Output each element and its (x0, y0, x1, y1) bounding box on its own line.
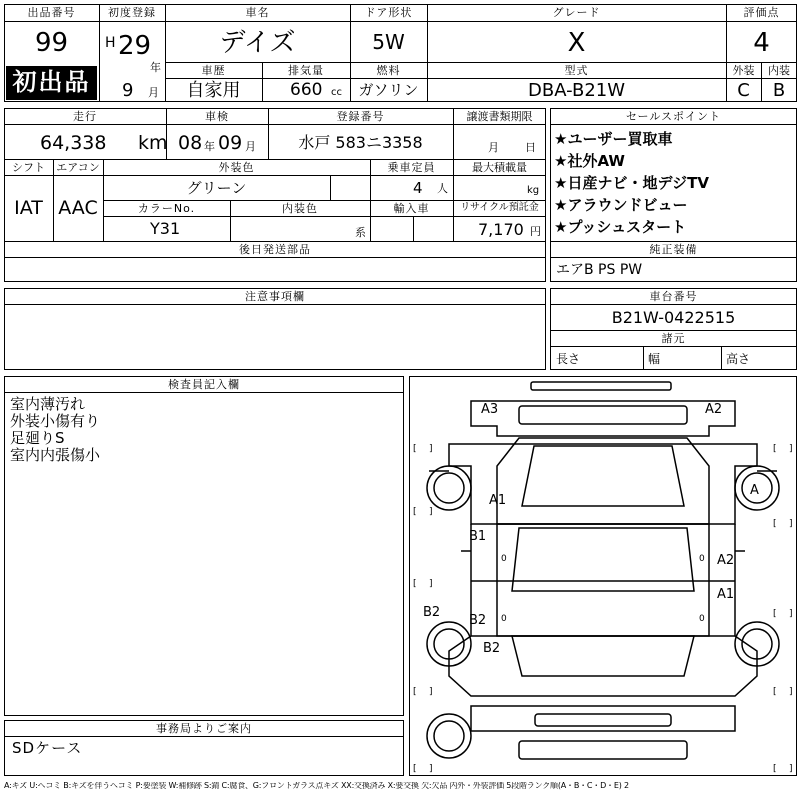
shift-label: シフト (12, 161, 45, 174)
svg-text:0: 0 (699, 554, 705, 564)
fuel: ガソリン (358, 81, 419, 99)
max-load-label: 最大積載量 (472, 161, 527, 174)
mileage-label: 走行 (73, 110, 97, 123)
import-label: 輸入車 (393, 202, 430, 215)
inspector-line: 外装小傷有り (10, 412, 101, 430)
inspector-line: 室内内張傷小 (10, 446, 101, 464)
inspection-year-unit: 年 (204, 140, 215, 153)
color: グリーン (186, 179, 247, 197)
svg-text:]: ] (429, 579, 433, 589)
month: 9 (122, 80, 134, 101)
sales-point-item: ★ユーザー買取車 (554, 130, 673, 148)
shift: IAT (14, 197, 43, 219)
int-color-label: 内装色 (282, 202, 318, 215)
kg-unit: kg (527, 185, 540, 196)
svg-text:[: [ (413, 507, 417, 517)
inspector-title: 検査員記入欄 (168, 378, 240, 391)
svg-text:]: ] (789, 519, 793, 529)
month-unit: 月 (148, 86, 159, 99)
model-code: DBA-B21W (527, 80, 626, 101)
era: H (105, 35, 116, 51)
transfer-label: 譲渡書類期限 (466, 110, 533, 123)
exterior-grade: C (737, 80, 750, 101)
year: 29 (118, 31, 152, 61)
recycle: 7,170 (478, 220, 524, 239)
color-no: Y31 (150, 219, 181, 238)
spec-title: 諸元 (661, 332, 686, 345)
svg-text:]: ] (429, 507, 433, 517)
door-label: ドア形状 (364, 6, 413, 19)
lot-no: 99 (34, 28, 69, 58)
mileage: 64,338 (40, 132, 107, 154)
cc-unit: cc (331, 87, 342, 98)
svg-text:]: ] (789, 687, 793, 697)
model-code-label: 型式 (564, 64, 589, 77)
svg-text:[: [ (773, 764, 777, 774)
svg-text:[: [ (773, 687, 777, 697)
yen-unit: 円 (530, 225, 541, 238)
office-value: SDケース (12, 739, 83, 757)
notes-title: 注意事項欄 (245, 290, 305, 303)
sales-point-item: ★アラウンドビュー (554, 196, 688, 214)
first-reg-label: 初度登録 (108, 6, 156, 19)
damage-label: A1 (489, 493, 507, 508)
later-parts-title: 後日発送部品 (239, 243, 311, 256)
inspection-year: 08 (178, 132, 203, 154)
inspection-label: 車検 (205, 110, 229, 123)
sales-points-title: セールスポイント (625, 110, 721, 123)
damage-label: A2 (717, 553, 735, 568)
sales-point-item: ★社外AW (554, 152, 625, 170)
grade-label: グレード (552, 6, 601, 19)
damage-label: B2 (423, 605, 441, 620)
score: 4 (753, 28, 770, 58)
standard-equipment-title: 純正装備 (649, 243, 698, 256)
svg-text:[: [ (413, 764, 417, 774)
chassis-title: 車台番号 (649, 290, 698, 303)
damage-label: A3 (481, 402, 499, 417)
svg-text:]: ] (429, 764, 433, 774)
svg-text:0: 0 (501, 614, 507, 624)
recycle-label: リサイクル預託金 (460, 202, 539, 213)
history: 自家用 (186, 80, 241, 101)
displacement: 660 (290, 80, 323, 100)
standard-equipment: エアB PS PW (556, 262, 643, 278)
sales-point-item: ★プッシュスタート (554, 218, 687, 236)
svg-text:[: [ (413, 687, 417, 697)
year-unit: 年 (150, 61, 161, 74)
lot-no-label: 出品番号 (27, 6, 76, 19)
interior-label: 内装 (768, 64, 790, 77)
svg-text:0: 0 (501, 554, 507, 564)
length-label: 長さ (556, 352, 581, 366)
transfer-day-unit: 日 (525, 141, 536, 154)
capacity-label: 乗車定員 (387, 161, 436, 174)
car-diagram-svg (409, 376, 797, 776)
svg-text:[: [ (773, 609, 777, 619)
height-label: 高さ (726, 352, 751, 366)
svg-text:]: ] (429, 687, 433, 697)
damage-label: B1 (469, 529, 487, 544)
legend: A:キズ U:ヘコミ B:キズを伴うヘコミ P:要塗装 W:補修跡 S:錆 C:腐食、G:フロントガラス点キズ XX:交換済み X:要交換 欠:欠品 内外・外装評価 5段階ランク順(A・B・C・D・E) 2 (4, 782, 629, 790)
inspector-line: 室内薄汚れ (10, 395, 86, 413)
svg-text:[: [ (413, 444, 417, 454)
office-title: 事務局よりご案内 (156, 722, 252, 735)
score-label: 評価点 (743, 6, 780, 19)
color-label: 外装色 (218, 161, 255, 174)
svg-text:[: [ (773, 519, 777, 529)
width-label: 幅 (648, 352, 661, 366)
svg-text:]: ] (789, 444, 793, 454)
svg-text:[: [ (773, 444, 777, 454)
kei-unit: 系 (355, 226, 366, 239)
km-unit: km (138, 132, 168, 154)
first-listing-text: 初出品 (12, 68, 91, 96)
svg-text:0: 0 (699, 614, 705, 624)
svg-text:]: ] (789, 609, 793, 619)
svg-text:]: ] (429, 444, 433, 454)
chassis-number: B21W-0422515 (611, 308, 736, 327)
capacity: 4 (413, 179, 423, 197)
damage-label: A (750, 483, 759, 498)
inspection-month: 09 (218, 132, 243, 154)
displacement-label: 排気量 (288, 64, 324, 77)
reg-no-label: 登録番号 (336, 110, 385, 123)
car-name: デイズ (219, 28, 296, 58)
svg-text:[: [ (413, 579, 417, 589)
inspector-line: 足廻りS (10, 429, 65, 447)
person-unit: 人 (437, 182, 448, 195)
interior-grade: B (772, 80, 786, 101)
damage-label: A2 (705, 402, 723, 417)
inspection-month-unit: 月 (245, 140, 256, 153)
history-label: 車歴 (201, 64, 226, 77)
damage-label: B2 (483, 641, 501, 656)
reg-no: 水戸 583ニ3358 (298, 133, 423, 152)
door: 5W (372, 30, 405, 54)
grade: X (567, 28, 586, 58)
car-name-label: 車名 (245, 6, 270, 19)
ac-label: エアコン (56, 161, 100, 174)
ac: AAC (58, 197, 98, 219)
fuel-label: 燃料 (376, 64, 401, 77)
color-no-label: カラーNo. (137, 202, 196, 215)
transfer-month-unit: 月 (488, 141, 499, 154)
damage-label: B2 (469, 613, 487, 628)
exterior-label: 外装 (732, 64, 755, 77)
damage-label: A1 (717, 587, 735, 602)
sales-point-item: ★日産ナビ・地デジTV (554, 174, 709, 192)
svg-text:]: ] (789, 764, 793, 774)
